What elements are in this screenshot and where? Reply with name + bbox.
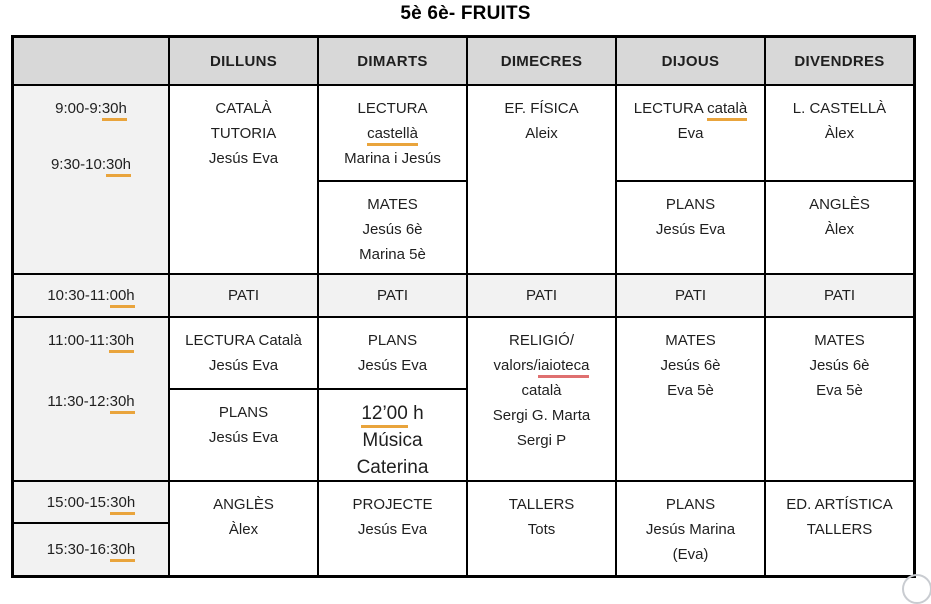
- cell-dimecres-ef-fisica: [466, 84, 615, 273]
- header-dilluns: DILLUNS: [168, 38, 317, 84]
- cell-line: LECTURA català: [634, 96, 747, 121]
- cell-dimarts-plans: [317, 316, 466, 388]
- cell-line: Jesús Eva: [208, 357, 279, 374]
- header-dimecres: DIMECRES: [466, 38, 615, 84]
- cell-dijous-pati: PATI: [615, 273, 764, 316]
- cell-line: Caterina: [356, 457, 429, 478]
- time-pati: [14, 273, 168, 316]
- cell-line: PLANS: [218, 404, 269, 421]
- cell-dimarts-lectura-castella: [317, 84, 466, 180]
- cell-line: ANGLÈS: [213, 496, 274, 513]
- time-block4b: [14, 522, 168, 575]
- cell-divendres-angles: [764, 180, 913, 273]
- cell-dimarts-pati: PATI: [317, 273, 466, 316]
- cell-line: PLANS: [367, 332, 418, 349]
- cell-divendres-pati: PATI: [764, 273, 913, 316]
- cell-line: 11:00-11:30h: [48, 328, 134, 353]
- cell-dilluns-pati: PATI: [168, 273, 317, 316]
- cell-line: PLANS: [665, 196, 716, 213]
- cell-dimecres-pati: PATI: [466, 273, 615, 316]
- cell-dilluns-catala-tutoria: [168, 84, 317, 273]
- header-empty-cell: [14, 38, 168, 84]
- cell-dimarts-musica: [317, 388, 466, 480]
- cell-line: Jesús 6è: [809, 357, 870, 374]
- cell-line: TUTORIA: [210, 125, 277, 142]
- time-block1: [14, 84, 168, 273]
- cell-line: MATES: [814, 332, 865, 349]
- cell-line: Àlex: [824, 125, 855, 142]
- cell-line: PROJECTE: [352, 496, 433, 513]
- cell-line: TALLERS: [508, 496, 575, 513]
- cell-divendres-ed-artistica: [764, 480, 913, 575]
- cell-line: (Eva): [672, 546, 709, 563]
- cell-line: CATALÀ: [215, 100, 272, 117]
- time-block4a: [14, 480, 168, 522]
- time-block3: [14, 316, 168, 480]
- cell-line: Àlex: [228, 521, 259, 538]
- cell-line: Jesús Eva: [208, 429, 279, 446]
- cell-line: 15:30-16:30h: [47, 537, 135, 562]
- cell-line: 12’00 h: [361, 400, 423, 427]
- cell-dimecres-tallers: [466, 480, 615, 575]
- cell-line: RELIGIÓ/: [508, 332, 575, 349]
- cell-line: Eva 5è: [667, 382, 714, 399]
- cell-line: Eva 5è: [816, 382, 863, 399]
- cell-dijous-lectura-catala: [615, 84, 764, 180]
- cell-line: Jesús 6è: [660, 357, 721, 374]
- cell-dilluns-angles-tarda: [168, 480, 317, 575]
- cell-line: Música: [362, 430, 423, 451]
- cell-line: 15:00-15:30h: [47, 490, 135, 515]
- cell-line: Sergi P: [516, 432, 567, 449]
- timetable-grid: [11, 35, 916, 578]
- cell-line: MATES: [665, 332, 716, 349]
- cell-line: ANGLÈS: [809, 196, 870, 213]
- cell-line: Jesús Eva: [208, 150, 279, 167]
- cell-line: català: [521, 382, 562, 399]
- cell-dijous-mates: [615, 316, 764, 480]
- header-dimarts: DIMARTS: [317, 38, 466, 84]
- cell-line: Marina i Jesús: [344, 150, 441, 167]
- cell-line: Jesús Eva: [655, 221, 726, 238]
- cell-line: LECTURA: [357, 100, 428, 117]
- cell-line: MATES: [367, 196, 418, 213]
- corner-handle-artifact: [902, 574, 931, 604]
- cell-line: Tots: [527, 521, 556, 538]
- cell-line: Jesús Marina: [645, 521, 736, 538]
- cell-line: Eva: [677, 125, 704, 142]
- cell-line: 10:30-11:00h: [47, 283, 134, 308]
- page-title: 5è 6è- FRUITS: [400, 3, 531, 24]
- cell-dilluns-lectura-catala: [168, 316, 317, 388]
- cell-line: valors/iaioteca: [494, 353, 590, 378]
- header-dijous: DIJOUS: [615, 38, 764, 84]
- cell-line: Àlex: [824, 221, 855, 238]
- cell-dimecres-religio: [466, 316, 615, 480]
- cell-line: 9:00-9:30h: [55, 96, 127, 121]
- cell-dijous-plans: [615, 180, 764, 273]
- cell-line: Sergi G. Marta: [492, 407, 591, 424]
- cell-line: Aleix: [525, 125, 558, 142]
- cell-line: TALLERS: [806, 521, 873, 538]
- cell-divendres-mates: [764, 316, 913, 480]
- cell-line: L. CASTELLÀ: [792, 100, 887, 117]
- cell-line: LECTURA Català: [185, 332, 302, 349]
- cell-line: PLANS: [665, 496, 716, 513]
- cell-line: Jesús Eva: [357, 521, 428, 538]
- cell-line: Marina 5è: [359, 246, 426, 263]
- cell-dijous-plans-tarda: [615, 480, 764, 575]
- cell-line: 11:30-12:30h: [47, 389, 134, 414]
- cell-divendres-l-castella: [764, 84, 913, 180]
- cell-line: 9:30-10:30h: [51, 152, 131, 177]
- cell-line: castellà: [367, 121, 418, 146]
- cell-line: Jesús 6è: [362, 221, 423, 238]
- header-divendres: DIVENDRES: [764, 38, 913, 84]
- cell-dimarts-mates: [317, 180, 466, 273]
- cell-dilluns-plans: [168, 388, 317, 480]
- cell-line: EF. FÍSICA: [504, 100, 579, 117]
- cell-line: Jesús Eva: [357, 357, 428, 374]
- cell-dimarts-projecte: [317, 480, 466, 575]
- cell-line: ED. ARTÍSTICA: [786, 496, 893, 513]
